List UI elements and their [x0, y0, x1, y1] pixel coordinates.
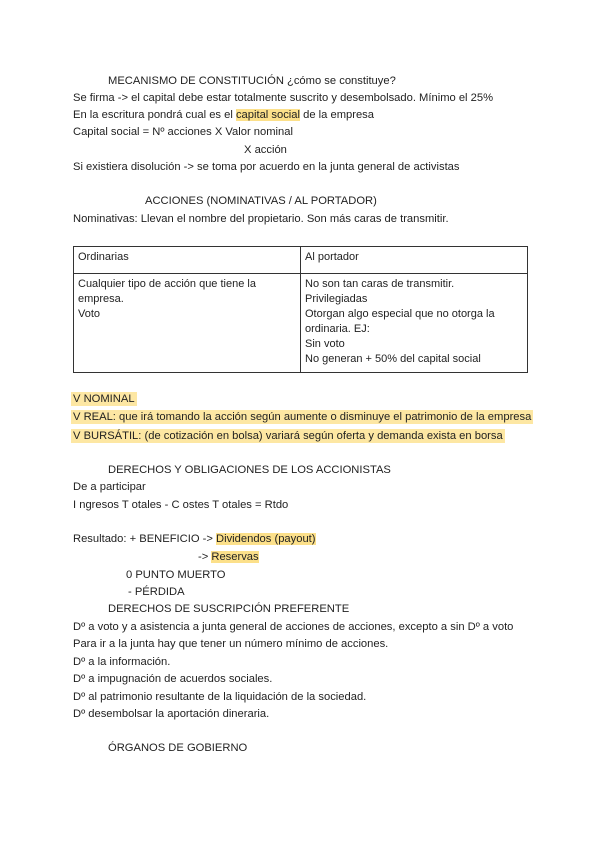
cell-line: Otorgan algo especial que no otorga la: [305, 308, 495, 320]
formula-line: X acción: [244, 144, 287, 156]
highlight-v-nominal: V NOMINAL: [73, 393, 135, 405]
text-line: Dº desembolsar la aportación dineraria.: [73, 708, 270, 720]
valor-bursatil-line: [73, 429, 505, 443]
valor-real-line: [73, 410, 533, 424]
text-line: [198, 550, 259, 564]
text-line: Si existiera disolución -> se toma por acuerdo en la junta general de activistas: [73, 161, 460, 173]
text-line: [73, 532, 316, 546]
formula-line: Capital social = Nº acciones X Valor nominal: [73, 126, 293, 138]
table-header-portador: Al portador: [301, 247, 528, 274]
heading-mecanismo: MECANISMO DE CONSTITUCIÓN ¿cómo se constituye?: [108, 75, 396, 87]
heading-suscripcion: DERECHOS DE SUSCRIPCIÓN PREFERENTE: [108, 603, 350, 615]
heading-derechos: DERECHOS Y OBLIGACIONES DE LOS ACCIONISTAS: [108, 464, 391, 476]
cell-line: empresa.: [78, 293, 124, 305]
cell-line: Cualquier tipo de acción que tiene la: [78, 278, 256, 290]
table-cell-portador: [301, 274, 528, 373]
text-fragment: ->: [198, 551, 212, 563]
text-line: Dº a la información.: [73, 656, 171, 668]
text-line: De a participar: [73, 481, 146, 493]
highlight-dividendos: Dividendos (payout): [216, 533, 316, 545]
table-cell-ordinarias: [74, 274, 301, 373]
text-fragment: Resultado: + BENEFICIO ->: [73, 533, 217, 545]
text-line: Se firma -> el capital debe estar totalmente suscrito y desembolsado. Mínimo el 25%: [73, 92, 494, 104]
text-fragment: En la escritura pondrá cual es el: [73, 109, 236, 121]
text-line: Nominativas: Llevan el nombre del propietario. Son más caras de transmitir.: [73, 213, 449, 225]
heading-acciones: ACCIONES (NOMINATIVAS / AL PORTADOR): [145, 195, 377, 207]
cell-line: Sin voto: [305, 338, 345, 350]
highlight-capital-social: capital social: [235, 109, 300, 121]
cell-line: Voto: [78, 308, 101, 320]
cell-line: No son tan caras de transmitir.: [305, 278, 455, 290]
highlight-v-real: V REAL: que irá tomando la acción según aumente o disminuye el patrimonio de la empresa: [73, 411, 532, 423]
text-line: [73, 108, 374, 122]
cell-line: No generan + 50% del capital social: [305, 353, 481, 365]
acciones-table: [73, 246, 528, 373]
highlight-v-bursatil: V BURSÁTIL: (de cotización en bolsa) variará según oferta y demanda exista en borsa: [73, 430, 503, 442]
cell-line: Privilegiadas: [305, 293, 368, 305]
text-line: Para ir a la junta hay que tener un número mínimo de acciones.: [73, 638, 389, 650]
text-line: 0 PUNTO MUERTO: [126, 569, 226, 581]
highlight-reservas: Reservas: [211, 551, 259, 563]
text-fragment: de la empresa: [300, 109, 375, 121]
text-line: Dº al patrimonio resultante de la liquidación de la sociedad.: [73, 691, 367, 703]
text-line: Dº a voto y a asistencia a junta general de acciones de acciones, excepto a sin Dº a voto: [73, 621, 514, 633]
formula-line: I ngresos T otales - C ostes T otales = Rtdo: [73, 499, 289, 511]
cell-line: ordinaria. EJ:: [305, 323, 370, 335]
table-header-ordinarias: Ordinarias: [74, 247, 301, 274]
heading-organos: ÓRGANOS DE GOBIERNO: [108, 742, 248, 754]
valor-nominal-line: [73, 392, 137, 406]
text-line: - PÉRDIDA: [128, 586, 185, 598]
text-line: Dº a impugnación de acuerdos sociales.: [73, 673, 273, 685]
